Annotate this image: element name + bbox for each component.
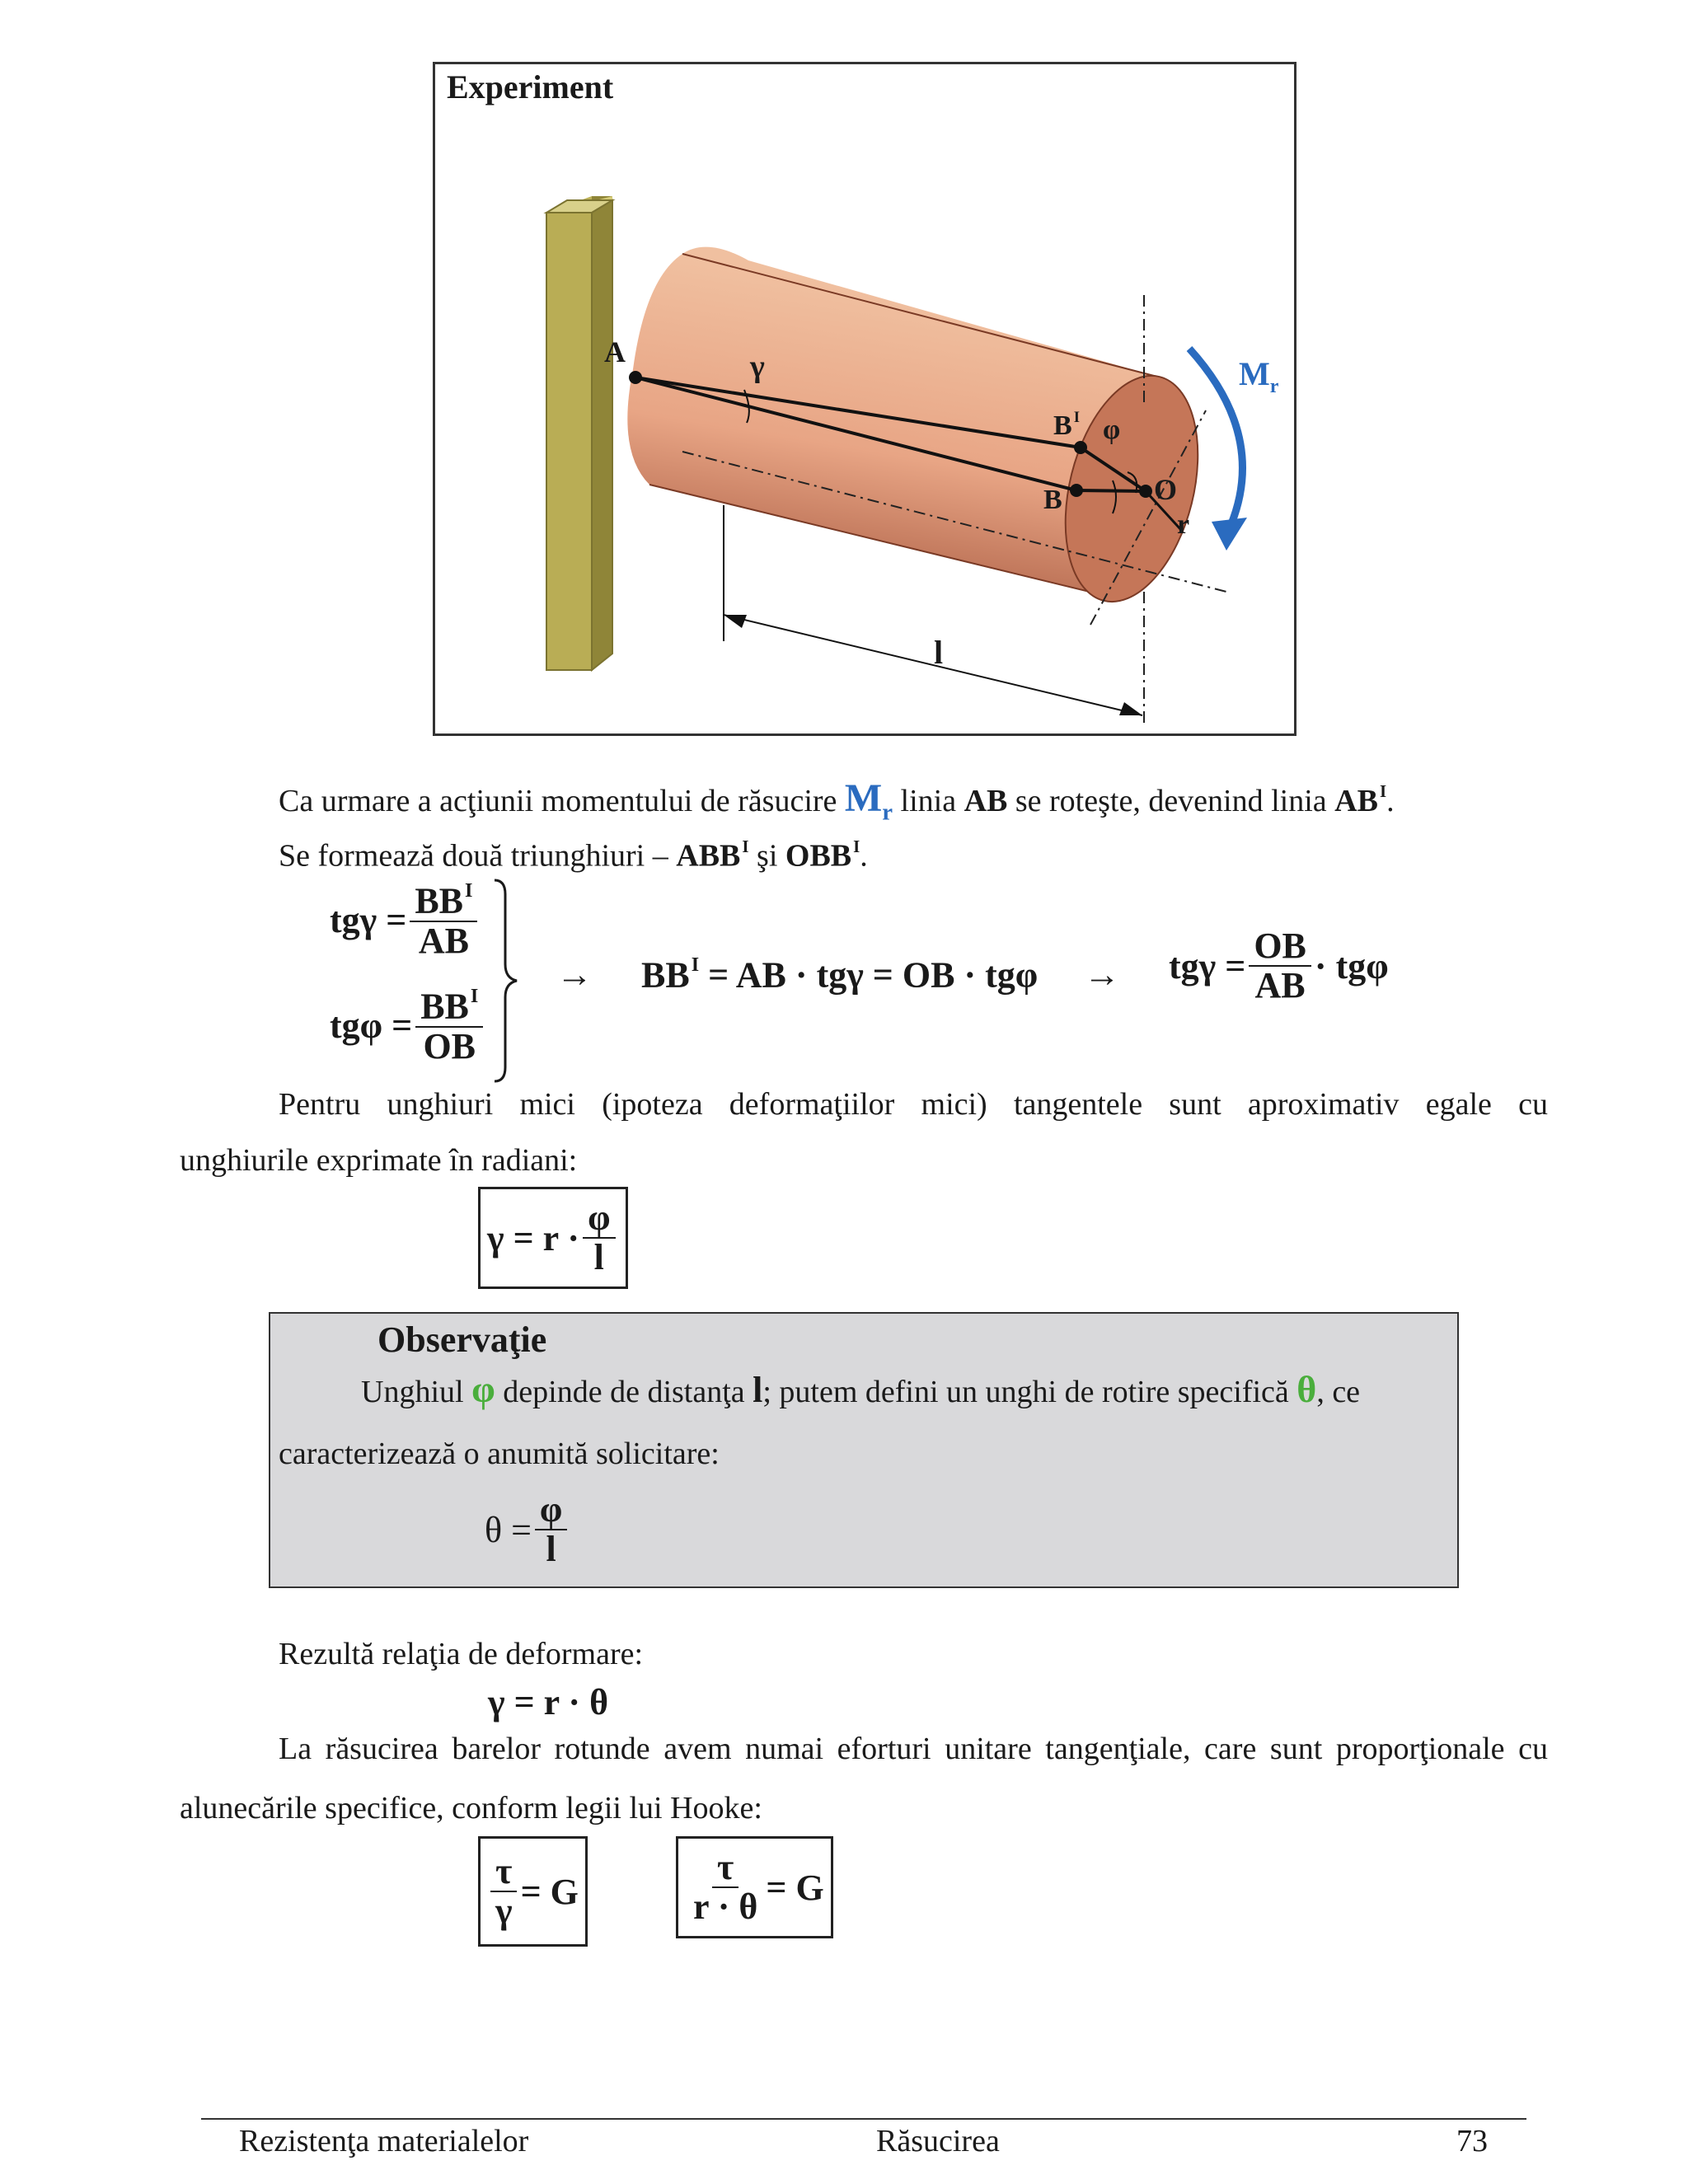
figure-title: Experiment: [447, 68, 614, 105]
arrow-2: →: [1084, 954, 1120, 995]
paragraph-2: Se formează două triunghiuri – $ABB^I$ şi $OBB^I$.: [279, 837, 868, 874]
label-b1: B $^I$: [1053, 409, 1080, 441]
footer-left: Rezistenţa materialelor: [239, 2124, 529, 2158]
eq-hooke-box-1: $\frac{\tau}{\gamma}$ = G: [478, 1836, 588, 1947]
label-a: A: [604, 335, 626, 368]
label-l: l: [934, 634, 944, 671]
eq-theta: θ = $\frac{\varphi}{l}$: [485, 1491, 570, 1568]
arrow-1: →: [556, 954, 593, 995]
wall: [546, 196, 612, 670]
eq-tg-phi: tgφ = $\frac{BB^I}{OB}$: [330, 986, 486, 1066]
paragraph-5-line-2: alunecările specifice, conform legii lui Hooke:: [180, 1791, 762, 1825]
brace: [490, 878, 523, 1084]
eq-right: tgγ = $\frac{OB}{AB}$ · tgφ: [1169, 926, 1389, 1006]
page-number: 73: [1456, 2124, 1488, 2158]
paragraph-3-line-1: Pentru unghiuri mici (ipoteza deformaţiilor mici) tangentele sunt aproximativ egale cu: [279, 1087, 1548, 1122]
observation-box: [269, 1312, 1459, 1588]
paragraph-1: Ca urmare a acţiunii momentului de răsucire $M_r$ linia AB se roteşte, devenind linia $AB^I$.: [279, 776, 1395, 826]
eq-gamma-box: γ = r · $\frac{\varphi}{l}$: [478, 1187, 628, 1289]
label-phi: φ: [1103, 415, 1121, 445]
eq-tg-gamma: tgγ = $\frac{BB^I}{AB}$: [330, 880, 481, 960]
point-b1: [1074, 441, 1087, 454]
observation-line-1: Unghiul φ depinde de distanţa l; putem defini un unghi de rotire specifică θ, ce: [361, 1368, 1361, 1410]
label-b: B: [1043, 485, 1062, 515]
footer-rule: [201, 2118, 1526, 2120]
point-a: [629, 371, 642, 384]
label-r: r: [1177, 509, 1190, 540]
eq-hooke-box-2: $\frac{\tau}{r \cdot \theta}$ = G: [676, 1836, 833, 1938]
paragraph-5-line-1: La răsucirea barelor rotunde avem numai eforturi unitare tangenţiale, care sunt proporţionale cu: [279, 1732, 1548, 1766]
point-o: [1139, 485, 1152, 498]
torsion-diagram: [435, 64, 1294, 733]
paragraph-4: Rezultă relaţia de deformare:: [279, 1637, 644, 1671]
footer-center: Răsucirea: [876, 2124, 1000, 2158]
label-o: O: [1154, 473, 1178, 506]
eq-middle: $BB^I$ = AB · tgγ = OB · tgφ: [641, 954, 1039, 996]
label-gamma: γ: [750, 349, 765, 384]
experiment-figure: [433, 62, 1296, 736]
cylinder: [627, 247, 1219, 616]
observation-title: Observaţie: [377, 1319, 547, 1360]
point-b: [1070, 484, 1083, 497]
observation-line-2: caracterizează o anumită solicitare:: [279, 1436, 720, 1471]
eq-deform: γ = r · θ: [488, 1682, 609, 1722]
label-mr: $M_r$: [1239, 355, 1279, 397]
paragraph-3-line-2: unghiurile exprimate în radiani:: [180, 1143, 578, 1178]
